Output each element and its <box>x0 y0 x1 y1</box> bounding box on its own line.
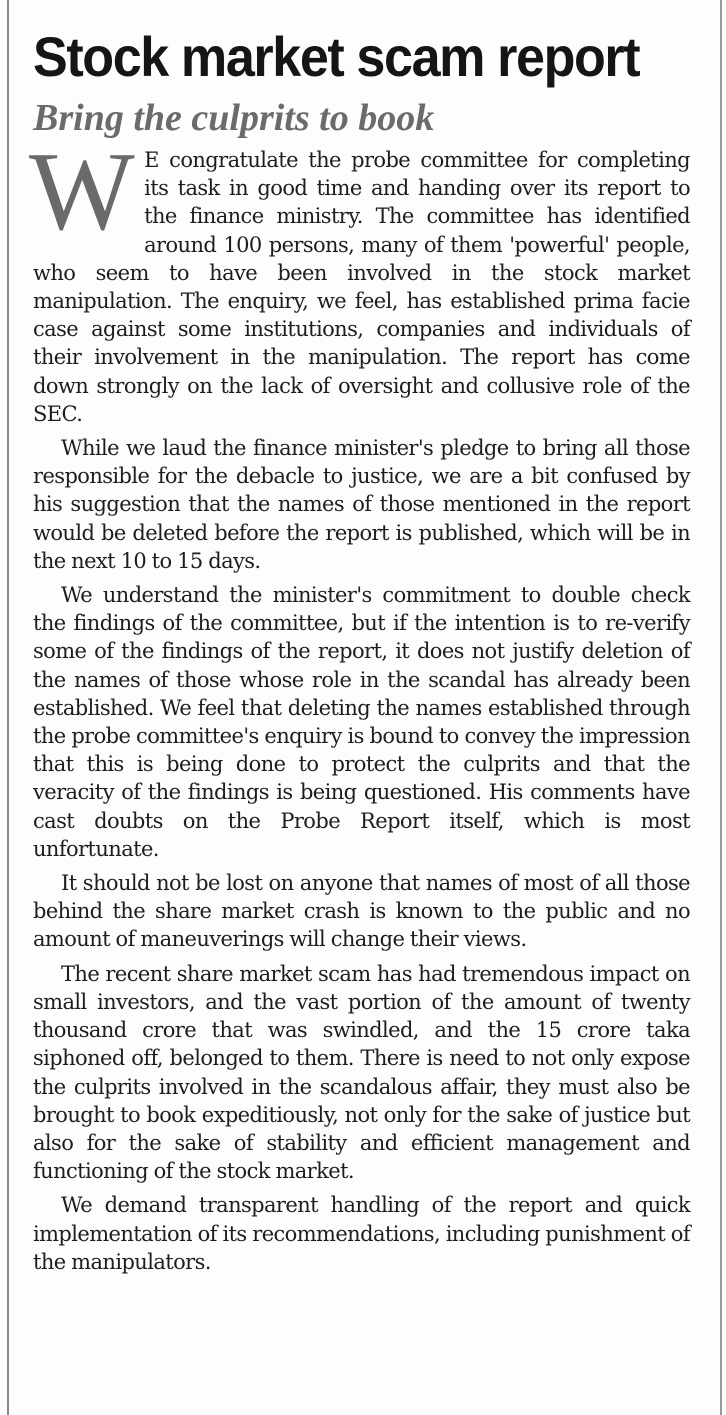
paragraph-1-text: E congratulate the probe committee for completing its task in good time and handing over its report to the finance ministry. The committee has identified around 100 persons, many of them 'powerful' people, who seem to have been involved in the stock market manipulation. The enquiry, we feel, has established prima facie case against some institutions, companies and individuals of their involvement in the manipulation. The report has come down strongly on the lack of oversight and collusive role of the SEC. <box>33 148 690 426</box>
article-body <box>29 130 690 1276</box>
subheadline: Bring the culprits to book <box>33 97 435 139</box>
right-column-rule <box>720 0 722 1415</box>
editorial-article <box>29 22 690 1282</box>
paragraph-2: While we laud the finance minister's pledge to bring all those responsible for the debacle to justice, we are a bit confused by his suggestion that the names of those mentioned in the report would be deleted before the report is published, which will be in the next 10 to 15 days. <box>33 436 690 573</box>
paragraph-5: The recent share market scam has had tremendous impact on small investors, and the vast portion of the amount of twenty thousand crore that was swindled, and the 15 crore taka siphoned off, belonged to them. There is need to not only expose the culprits involved in the scandalous affair, they must also be brought to book expeditiously, not only for the sake of justice but also for the sake of stability and efficient management and functioning of the stock market. <box>33 961 690 1184</box>
paragraph-1 <box>29 130 690 428</box>
drop-cap: W <box>29 130 135 254</box>
paragraph-4: It should not be lost on anyone that names of most of all those behind the share market crash is known to the public and no amount of maneuverings will change their views. <box>33 871 690 952</box>
paragraph-6: We demand transparent handling of the report and quick implementation of its recommendations, including punishment of the manipulators. <box>33 1193 690 1274</box>
paragraph-3: We understand the minister's commitment to double check the findings of the committee, but if the intention is to re-verify some of the findings of the report, it does not justify deletion of the names of those whose role in the scandal has already been established. We feel that deleting the names established through the probe committee's enquiry is bound to convey the impression that this is being done to protect the culprits and that the veracity of the findings is being questioned. His comments have cast doubts on the Probe Report itself, which is most unfortunate. <box>33 583 690 861</box>
headline: Stock market scam report <box>33 25 640 88</box>
left-column-rule <box>7 0 9 1415</box>
